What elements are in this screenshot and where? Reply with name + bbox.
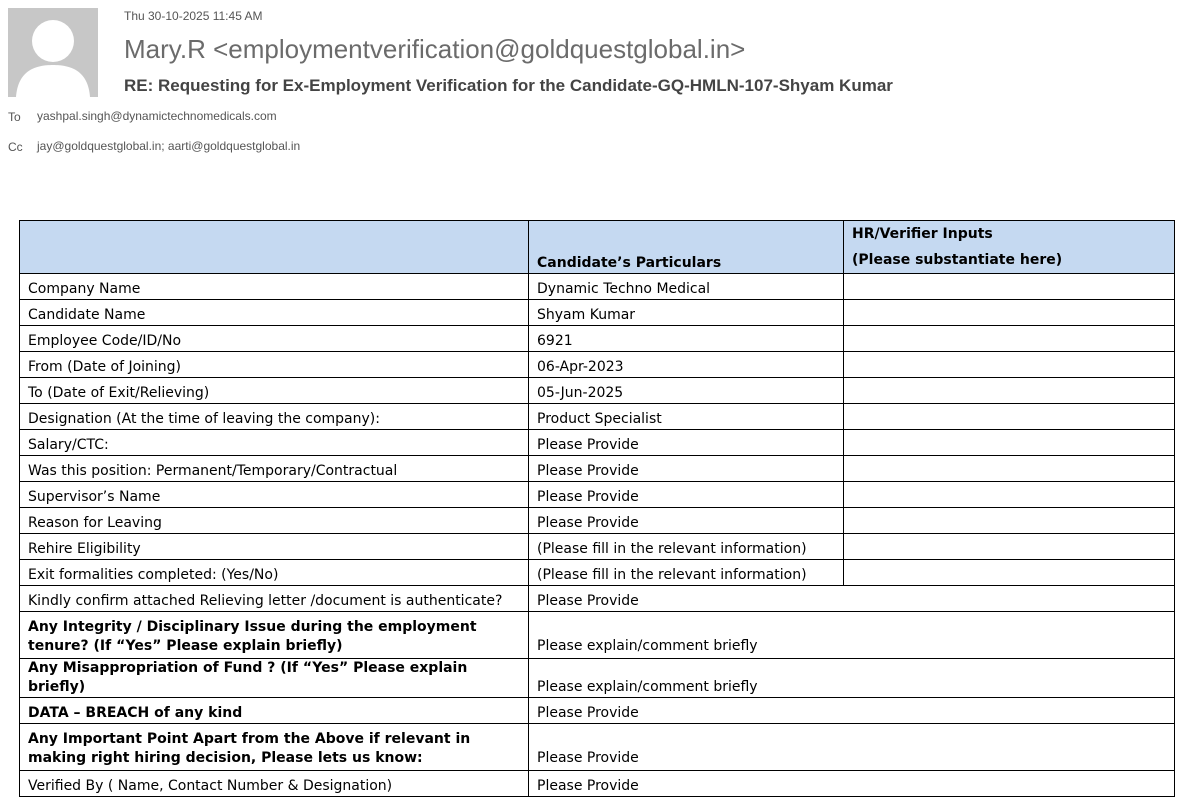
hr-input-cell[interactable] (844, 274, 1175, 300)
table-row (20, 274, 1175, 300)
row-label: Employee Code/ID/No (20, 326, 529, 352)
header-blank-cell (20, 221, 529, 274)
table-row (20, 508, 1175, 534)
row-value: 05-Jun-2025 (529, 378, 844, 404)
table-row (20, 534, 1175, 560)
table-header-row (20, 221, 1175, 274)
table-row (20, 586, 1175, 612)
row-value: Please explain/comment briefly (529, 612, 1175, 659)
row-value: Please Provide (529, 698, 1175, 724)
row-label: Company Name (20, 274, 529, 300)
verification-table (19, 220, 1175, 797)
table-row (20, 300, 1175, 326)
hr-input-cell[interactable] (844, 300, 1175, 326)
header-hr-line1: HR/Verifier Inputs (852, 226, 993, 242)
person-silhouette-icon (8, 8, 98, 97)
email-sender[interactable]: Mary.R <employmentverification@goldquestglobal.in> (124, 34, 746, 64)
row-value: Shyam Kumar (529, 300, 844, 326)
header-particulars: Candidate’s Particulars (529, 221, 844, 274)
row-label: Reason for Leaving (20, 508, 529, 534)
row-label: Verified By ( Name, Contact Number & Designation) (20, 771, 529, 797)
row-value: Dynamic Techno Medical (529, 274, 844, 300)
row-value: 06-Apr-2023 (529, 352, 844, 378)
table-row (20, 456, 1175, 482)
table-row (20, 404, 1175, 430)
row-label: Designation (At the time of leaving the company): (20, 404, 529, 430)
row-value: Please Provide (529, 508, 844, 534)
table-row (20, 352, 1175, 378)
table-row (20, 771, 1175, 797)
row-label: Exit formalities completed: (Yes/No) (20, 560, 529, 586)
row-label: Was this position: Permanent/Temporary/Contractual (20, 456, 529, 482)
row-value: Please Provide (529, 771, 1175, 797)
row-label: Any Important Point Apart from the Above if relevant in making right hiring decision, Please lets us know: (20, 724, 529, 771)
table-row (20, 698, 1175, 724)
header-hr-line2: (Please substantiate here) (852, 252, 1063, 268)
hr-input-cell[interactable] (844, 430, 1175, 456)
table-row (20, 612, 1175, 659)
row-value: (Please fill in the relevant information) (529, 534, 844, 560)
row-label: Salary/CTC: (20, 430, 529, 456)
table-row (20, 482, 1175, 508)
row-value: Please Provide (529, 456, 844, 482)
row-label: Supervisor’s Name (20, 482, 529, 508)
row-label: Candidate Name (20, 300, 529, 326)
table-row (20, 724, 1175, 771)
cc-recipients[interactable]: jay@goldquestglobal.in; aarti@goldquestglobal.in (37, 139, 301, 153)
row-label: DATA – BREACH of any kind (20, 698, 529, 724)
row-value: Please Provide (529, 482, 844, 508)
table-row (20, 560, 1175, 586)
row-label: Rehire Eligibility (20, 534, 529, 560)
cc-label: Cc (8, 140, 23, 154)
row-label: Kindly confirm attached Relieving letter /document is authenticate? (20, 586, 529, 612)
row-label: From (Date of Joining) (20, 352, 529, 378)
email-date: Thu 30-10-2025 11:45 AM (124, 9, 263, 23)
row-value: Please Provide (529, 724, 1175, 771)
table-row (20, 659, 1175, 698)
table-row (20, 326, 1175, 352)
row-value: (Please fill in the relevant information) (529, 560, 844, 586)
avatar (8, 8, 98, 97)
hr-input-cell[interactable] (844, 482, 1175, 508)
header-hr-inputs (844, 221, 1175, 274)
table-row (20, 378, 1175, 404)
hr-input-cell[interactable] (844, 404, 1175, 430)
row-value: Please Provide (529, 586, 1175, 612)
row-value: Please Provide (529, 430, 844, 456)
to-label: To (8, 110, 21, 124)
table-row (20, 430, 1175, 456)
hr-input-cell[interactable] (844, 508, 1175, 534)
row-label: Any Misappropriation of Fund ? (If “Yes” Please explain briefly) (20, 659, 529, 698)
row-value: 6921 (529, 326, 844, 352)
row-value: Product Specialist (529, 404, 844, 430)
to-recipients[interactable]: yashpal.singh@dynamictechnomedicals.com (37, 109, 277, 123)
hr-input-cell[interactable] (844, 456, 1175, 482)
row-label: To (Date of Exit/Relieving) (20, 378, 529, 404)
hr-input-cell[interactable] (844, 352, 1175, 378)
hr-input-cell[interactable] (844, 378, 1175, 404)
hr-input-cell[interactable] (844, 326, 1175, 352)
row-value: Please explain/comment briefly (529, 659, 1175, 698)
email-subject: RE: Requesting for Ex-Employment Verification for the Candidate-GQ-HMLN-107-Shyam Kumar (124, 76, 893, 95)
hr-input-cell[interactable] (844, 560, 1175, 586)
row-label: Any Integrity / Disciplinary Issue during the employment tenure? (If “Yes” Please explain briefly) (20, 612, 529, 659)
hr-input-cell[interactable] (844, 534, 1175, 560)
